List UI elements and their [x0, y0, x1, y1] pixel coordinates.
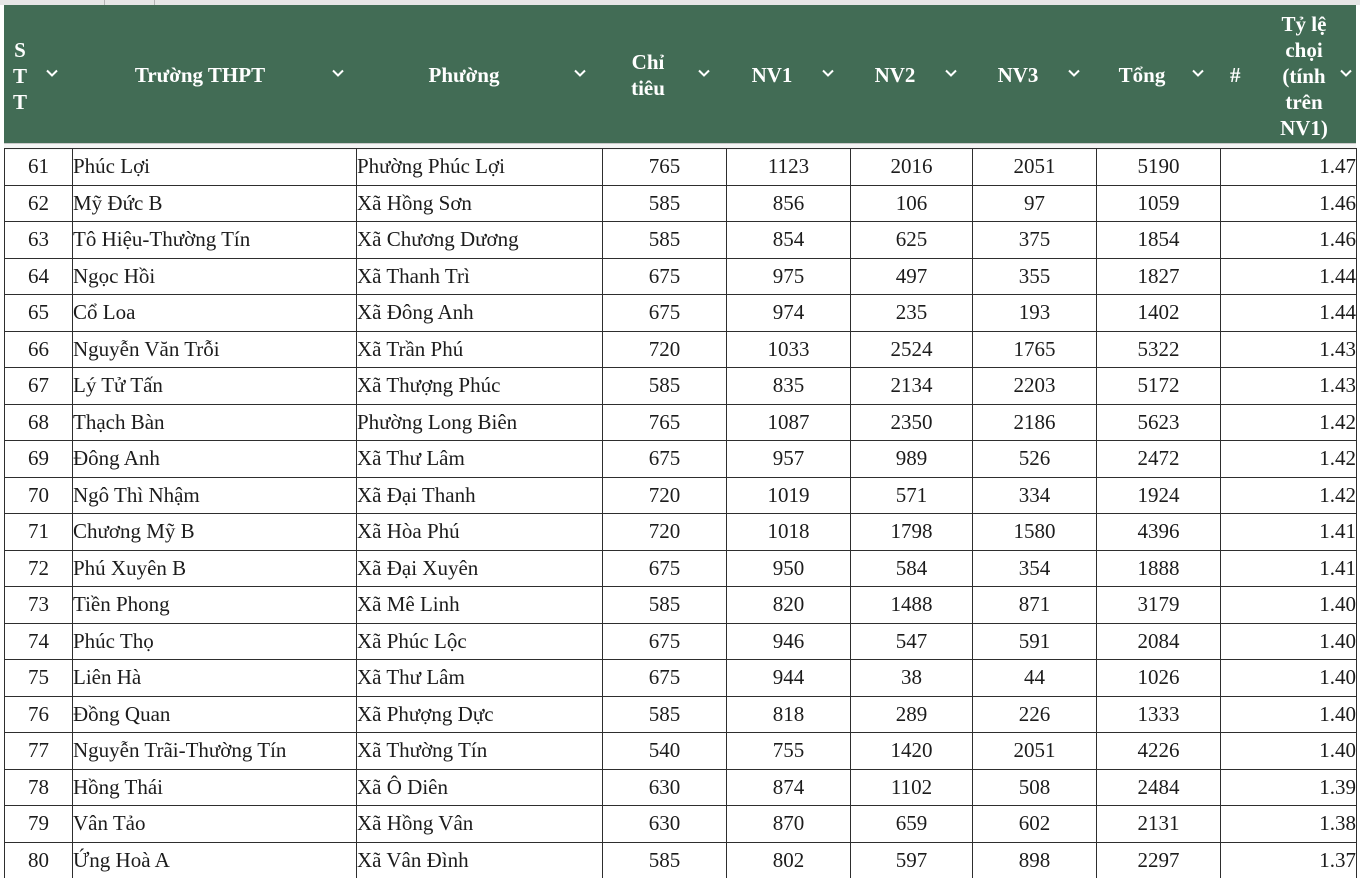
cell-stt[interactable]: 80 [5, 842, 73, 879]
header-tong[interactable] [1096, 5, 1220, 143]
cell-nv1[interactable]: 854 [727, 222, 851, 259]
cell-nv1[interactable]: 974 [727, 295, 851, 332]
cell-truong[interactable]: Ứng Hoà A [73, 842, 357, 879]
header-tyle[interactable] [1266, 5, 1356, 143]
table-row[interactable] [5, 550, 1357, 587]
cell-nv3[interactable]: 591 [973, 623, 1097, 660]
cell-nv3[interactable]: 1765 [973, 331, 1097, 368]
cell-chitieu[interactable]: 675 [603, 258, 727, 295]
cell-tong[interactable]: 1827 [1097, 258, 1221, 295]
cell-chitieu[interactable]: 630 [603, 769, 727, 806]
chevron-down-icon[interactable] [572, 65, 588, 81]
cell-phuong[interactable]: Xã Hồng Vân [357, 806, 603, 843]
cell-chitieu[interactable]: 675 [603, 550, 727, 587]
cell-nv3[interactable]: 602 [973, 806, 1097, 843]
cell-tong[interactable]: 1333 [1097, 696, 1221, 733]
cell-chitieu[interactable]: 585 [603, 222, 727, 259]
cell-nv3[interactable]: 97 [973, 185, 1097, 222]
cell-tong[interactable]: 1854 [1097, 222, 1221, 259]
cell-chitieu[interactable]: 585 [603, 185, 727, 222]
table-row[interactable] [5, 185, 1357, 222]
cell-stt[interactable]: 62 [5, 185, 73, 222]
chevron-down-icon[interactable] [1190, 65, 1206, 81]
header-phuong-label: Phường [428, 63, 500, 87]
cell-truong[interactable]: Mỹ Đức B [73, 185, 357, 222]
cell-truong[interactable]: Vân Tảo [73, 806, 357, 843]
cell-nv1[interactable]: 944 [727, 660, 851, 697]
cell-tyle[interactable]: 1.40 [1221, 660, 1357, 697]
cell-tyle[interactable]: 1.37 [1221, 842, 1357, 879]
cell-stt[interactable]: 69 [5, 441, 73, 478]
header-nv3[interactable] [972, 5, 1096, 143]
cell-nv2[interactable]: 289 [851, 696, 973, 733]
cell-truong[interactable]: Lý Tử Tấn [73, 368, 357, 405]
header-chitieu[interactable] [602, 5, 726, 143]
chevron-down-icon[interactable] [330, 65, 346, 81]
cell-tong[interactable]: 1888 [1097, 550, 1221, 587]
cell-tong[interactable]: 2484 [1097, 769, 1221, 806]
cell-nv3[interactable]: 44 [973, 660, 1097, 697]
cell-phuong[interactable]: Xã Hòa Phú [357, 514, 603, 551]
cell-nv3[interactable]: 334 [973, 477, 1097, 514]
cell-phuong[interactable]: Xã Thư Lâm [357, 441, 603, 478]
cell-tyle[interactable]: 1.38 [1221, 806, 1357, 843]
cell-chitieu[interactable]: 765 [603, 404, 727, 441]
cell-phuong[interactable]: Xã Vân Đình [357, 842, 603, 879]
cell-stt[interactable]: 77 [5, 733, 73, 770]
cell-stt[interactable]: 78 [5, 769, 73, 806]
cell-chitieu[interactable]: 675 [603, 441, 727, 478]
cell-tyle[interactable]: 1.42 [1221, 404, 1357, 441]
cell-truong[interactable]: Nguyễn Văn Trỗi [73, 331, 357, 368]
cell-tong[interactable]: 4226 [1097, 733, 1221, 770]
cell-tyle[interactable]: 1.44 [1221, 258, 1357, 295]
header-phuong[interactable] [356, 5, 602, 143]
header-hash: # [1230, 63, 1241, 87]
cell-nv2[interactable]: 2016 [851, 149, 973, 186]
cell-nv1[interactable]: 755 [727, 733, 851, 770]
cell-truong[interactable]: Nguyễn Trãi-Thường Tín [73, 733, 357, 770]
table-row[interactable] [5, 587, 1357, 624]
cell-nv3[interactable]: 226 [973, 696, 1097, 733]
cell-nv2[interactable]: 2350 [851, 404, 973, 441]
cell-tyle[interactable]: 1.40 [1221, 696, 1357, 733]
cell-tong[interactable]: 1402 [1097, 295, 1221, 332]
cell-tong[interactable]: 5623 [1097, 404, 1221, 441]
cell-phuong[interactable]: Phường Phúc Lợi [357, 149, 603, 186]
cell-nv2[interactable]: 989 [851, 441, 973, 478]
chevron-down-icon[interactable] [943, 65, 959, 81]
cell-phuong[interactable]: Xã Thường Tín [357, 733, 603, 770]
cell-nv1[interactable]: 874 [727, 769, 851, 806]
cell-chitieu[interactable]: 675 [603, 623, 727, 660]
cell-nv2[interactable]: 625 [851, 222, 973, 259]
cell-nv2[interactable]: 1488 [851, 587, 973, 624]
table-row[interactable] [5, 623, 1357, 660]
cell-chitieu[interactable]: 720 [603, 477, 727, 514]
cell-nv2[interactable]: 1102 [851, 769, 973, 806]
cell-phuong[interactable]: Xã Phượng Dực [357, 696, 603, 733]
cell-nv1[interactable]: 870 [727, 806, 851, 843]
table-row[interactable] [5, 404, 1357, 441]
header-stt[interactable] [4, 5, 72, 143]
table-row[interactable] [5, 149, 1357, 186]
cell-tong[interactable]: 2084 [1097, 623, 1221, 660]
cell-chitieu[interactable]: 675 [603, 295, 727, 332]
cell-nv1[interactable]: 1123 [727, 149, 851, 186]
cell-nv2[interactable]: 659 [851, 806, 973, 843]
cell-truong[interactable]: Ngô Thì Nhậm [73, 477, 357, 514]
cell-phuong[interactable]: Phường Long Biên [357, 404, 603, 441]
table-row[interactable] [5, 660, 1357, 697]
cell-nv2[interactable]: 597 [851, 842, 973, 879]
cell-tong[interactable]: 5190 [1097, 149, 1221, 186]
cell-nv3[interactable]: 193 [973, 295, 1097, 332]
cell-truong[interactable]: Cổ Loa [73, 295, 357, 332]
cell-tong[interactable]: 1026 [1097, 660, 1221, 697]
cell-chitieu[interactable]: 765 [603, 149, 727, 186]
cell-phuong[interactable]: Xã Thư Lâm [357, 660, 603, 697]
cell-nv2[interactable]: 2524 [851, 331, 973, 368]
cell-stt[interactable]: 66 [5, 331, 73, 368]
table-row[interactable] [5, 477, 1357, 514]
cell-nv2[interactable]: 235 [851, 295, 973, 332]
cell-nv3[interactable]: 2203 [973, 368, 1097, 405]
chevron-down-icon[interactable] [1338, 65, 1354, 81]
cell-phuong[interactable]: Xã Trần Phú [357, 331, 603, 368]
cell-nv1[interactable]: 946 [727, 623, 851, 660]
cell-nv1[interactable]: 1019 [727, 477, 851, 514]
cell-tong[interactable]: 2472 [1097, 441, 1221, 478]
chevron-down-icon[interactable] [1066, 65, 1082, 81]
header-truong-label: Trường THPT [134, 63, 266, 87]
cell-truong[interactable]: Tiền Phong [73, 587, 357, 624]
table-row[interactable] [5, 222, 1357, 259]
cell-nv1[interactable]: 835 [727, 368, 851, 405]
cell-nv2[interactable]: 547 [851, 623, 973, 660]
cell-nv1[interactable]: 957 [727, 441, 851, 478]
cell-truong[interactable]: Đông Anh [73, 441, 357, 478]
cell-chitieu[interactable]: 630 [603, 806, 727, 843]
cell-tyle[interactable]: 1.42 [1221, 477, 1357, 514]
cell-chitieu[interactable]: 585 [603, 696, 727, 733]
cell-phuong[interactable]: Xã Chương Dương [357, 222, 603, 259]
cell-nv1[interactable]: 1018 [727, 514, 851, 551]
cell-nv2[interactable]: 1420 [851, 733, 973, 770]
cell-nv3[interactable]: 1580 [973, 514, 1097, 551]
cell-nv1[interactable]: 1087 [727, 404, 851, 441]
table-body [5, 149, 1357, 879]
cell-phuong[interactable]: Xã Đại Thanh [357, 477, 603, 514]
cell-nv3[interactable]: 898 [973, 842, 1097, 879]
cell-chitieu[interactable]: 585 [603, 368, 727, 405]
cell-tyle[interactable]: 1.47 [1221, 149, 1357, 186]
cell-truong[interactable]: Ngọc Hồi [73, 258, 357, 295]
cell-tong[interactable]: 4396 [1097, 514, 1221, 551]
cell-stt[interactable]: 76 [5, 696, 73, 733]
header-nv1-label: NV1 [751, 63, 793, 87]
cell-stt[interactable]: 79 [5, 806, 73, 843]
header-tong-label: Tổng [1118, 63, 1166, 87]
table-row[interactable] [5, 441, 1357, 478]
header-chitieu-label: Chỉ tiêu [631, 50, 665, 100]
cell-chitieu[interactable]: 585 [603, 842, 727, 879]
cell-tyle[interactable]: 1.46 [1221, 222, 1357, 259]
table-row[interactable] [5, 733, 1357, 770]
table-row[interactable] [5, 842, 1357, 879]
cell-nv3[interactable]: 355 [973, 258, 1097, 295]
cell-tong[interactable]: 2131 [1097, 806, 1221, 843]
cell-truong[interactable]: Phúc Thọ [73, 623, 357, 660]
cell-tyle[interactable]: 1.41 [1221, 550, 1357, 587]
cell-nv2[interactable]: 571 [851, 477, 973, 514]
cell-phuong[interactable]: Xã Ô Diên [357, 769, 603, 806]
table-row[interactable] [5, 514, 1357, 551]
cell-nv3[interactable]: 375 [973, 222, 1097, 259]
header-nv2-label: NV2 [874, 63, 916, 87]
cell-stt[interactable]: 61 [5, 149, 73, 186]
cell-stt[interactable]: 68 [5, 404, 73, 441]
data-table [4, 148, 1357, 879]
cell-stt[interactable]: 65 [5, 295, 73, 332]
cell-tong[interactable]: 5172 [1097, 368, 1221, 405]
cell-nv3[interactable]: 2051 [973, 733, 1097, 770]
table-header [4, 5, 1356, 143]
cell-phuong[interactable]: Xã Mê Linh [357, 587, 603, 624]
cell-nv3[interactable]: 354 [973, 550, 1097, 587]
cell-chitieu[interactable]: 585 [603, 587, 727, 624]
cell-truong[interactable]: Chương Mỹ B [73, 514, 357, 551]
cell-tyle[interactable]: 1.41 [1221, 514, 1357, 551]
table-row[interactable] [5, 258, 1357, 295]
chevron-down-icon[interactable] [820, 65, 836, 81]
header-tyle-label: Tỷ lệ chọi (tính trên NV1) [1280, 12, 1328, 140]
cell-stt[interactable]: 67 [5, 368, 73, 405]
cell-phuong[interactable]: Xã Thượng Phúc [357, 368, 603, 405]
cell-tyle[interactable]: 1.40 [1221, 587, 1357, 624]
cell-nv3[interactable]: 2186 [973, 404, 1097, 441]
cell-stt[interactable]: 75 [5, 660, 73, 697]
chevron-down-icon[interactable] [44, 65, 60, 81]
cell-tyle[interactable]: 1.40 [1221, 733, 1357, 770]
cell-stt[interactable]: 73 [5, 587, 73, 624]
cell-nv2[interactable]: 2134 [851, 368, 973, 405]
cell-tyle[interactable]: 1.42 [1221, 441, 1357, 478]
cell-tong[interactable]: 3179 [1097, 587, 1221, 624]
cell-phuong[interactable]: Xã Đại Xuyên [357, 550, 603, 587]
cell-stt[interactable]: 63 [5, 222, 73, 259]
cell-chitieu[interactable]: 540 [603, 733, 727, 770]
cell-stt[interactable]: 70 [5, 477, 73, 514]
header-nv2[interactable] [850, 5, 972, 143]
cell-nv2[interactable]: 584 [851, 550, 973, 587]
cell-nv1[interactable]: 1033 [727, 331, 851, 368]
cell-nv2[interactable]: 497 [851, 258, 973, 295]
cell-nv1[interactable]: 950 [727, 550, 851, 587]
cell-truong[interactable]: Hồng Thái [73, 769, 357, 806]
table-row[interactable] [5, 368, 1357, 405]
cell-nv3[interactable]: 2051 [973, 149, 1097, 186]
cell-phuong[interactable]: Xã Hồng Sơn [357, 185, 603, 222]
cell-nv1[interactable]: 820 [727, 587, 851, 624]
header-stt-label: S T T [12, 38, 27, 114]
cell-nv3[interactable]: 508 [973, 769, 1097, 806]
cell-nv1[interactable]: 802 [727, 842, 851, 879]
table-row[interactable] [5, 331, 1357, 368]
cell-nv2[interactable]: 38 [851, 660, 973, 697]
cell-truong[interactable]: Phúc Lợi [73, 149, 357, 186]
cell-nv2[interactable]: 106 [851, 185, 973, 222]
cell-tyle[interactable]: 1.46 [1221, 185, 1357, 222]
table-row[interactable] [5, 295, 1357, 332]
cell-nv2[interactable]: 1798 [851, 514, 973, 551]
cell-chitieu[interactable]: 720 [603, 331, 727, 368]
header-nv3-label: NV3 [997, 63, 1039, 87]
cell-tong[interactable]: 5322 [1097, 331, 1221, 368]
cell-stt[interactable]: 74 [5, 623, 73, 660]
cell-nv1[interactable]: 818 [727, 696, 851, 733]
cell-phuong[interactable]: Xã Đông Anh [357, 295, 603, 332]
cell-tyle[interactable]: 1.43 [1221, 368, 1357, 405]
cell-phuong[interactable]: Xã Phúc Lộc [357, 623, 603, 660]
header-nv1[interactable] [726, 5, 850, 143]
cell-truong[interactable]: Phú Xuyên B [73, 550, 357, 587]
chevron-down-icon[interactable] [696, 65, 712, 81]
cell-nv3[interactable]: 526 [973, 441, 1097, 478]
cell-truong[interactable]: Liên Hà [73, 660, 357, 697]
cell-chitieu[interactable]: 720 [603, 514, 727, 551]
cell-stt[interactable]: 72 [5, 550, 73, 587]
cell-tyle[interactable]: 1.43 [1221, 331, 1357, 368]
table-row[interactable] [5, 806, 1357, 843]
cell-tong[interactable]: 1059 [1097, 185, 1221, 222]
cell-truong[interactable]: Tô Hiệu-Thường Tín [73, 222, 357, 259]
cell-nv1[interactable]: 856 [727, 185, 851, 222]
cell-nv3[interactable]: 871 [973, 587, 1097, 624]
cell-stt[interactable]: 71 [5, 514, 73, 551]
cell-tyle[interactable]: 1.39 [1221, 769, 1357, 806]
cell-tyle[interactable]: 1.44 [1221, 295, 1357, 332]
bottom-edge [0, 878, 1360, 884]
header-truong[interactable] [72, 5, 356, 143]
cell-tong[interactable]: 2297 [1097, 842, 1221, 879]
table-row[interactable] [5, 696, 1357, 733]
cell-tong[interactable]: 1924 [1097, 477, 1221, 514]
table-row[interactable] [5, 769, 1357, 806]
cell-phuong[interactable]: Xã Thanh Trì [357, 258, 603, 295]
cell-stt[interactable]: 64 [5, 258, 73, 295]
cell-tyle[interactable]: 1.40 [1221, 623, 1357, 660]
cell-chitieu[interactable]: 675 [603, 660, 727, 697]
cell-nv1[interactable]: 975 [727, 258, 851, 295]
cell-truong[interactable]: Đồng Quan [73, 696, 357, 733]
cell-truong[interactable]: Thạch Bàn [73, 404, 357, 441]
